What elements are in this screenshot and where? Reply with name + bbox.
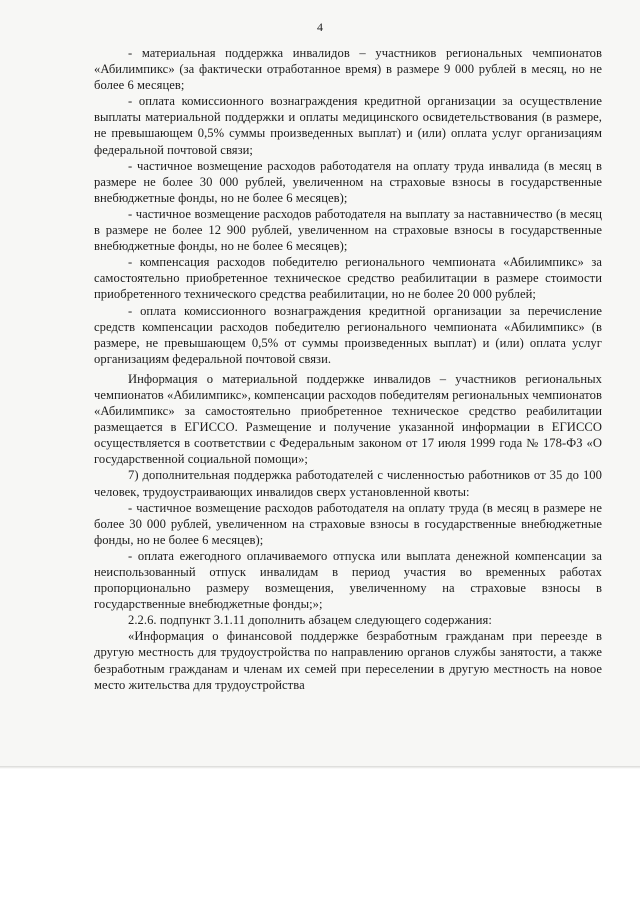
paragraph: - компенсация расходов победителю регионального чемпионата «Абилимпикс» за самостоятельно приобретенное техническое средство реабилитации в размере стоимости приобретенного технического средства реабилитации, но не более 20 000 рублей; — [94, 255, 602, 302]
paragraph: - частичное возмещение расходов работодателя на выплату за наставничество (в месяц в размере не более 12 900 рублей, увеличенном на страховые взносы в государственные внебюджетные фонды, но не более 6 месяцев); — [94, 206, 602, 254]
document-body — [94, 45, 602, 693]
paragraph: «Информация о финансовой поддержке безработным гражданам при переезде в другую местность для трудоустройства по направлению органов службы занятости, а также безработным гражданам и членам их семей при переселении в другую местность на новое место жительства для трудоустройства — [94, 629, 602, 692]
paragraph: - частичное возмещение расходов работодателя на оплату труда (в месяц в размере не более 30 000 рублей, увеличенном на страховые взносы в государственные внебюджетные фонды, но не более 6 месяцев); — [94, 500, 602, 547]
paragraph: 7) дополнительная поддержка работодателей с численностью работников от 35 до 100 человек, трудоустраивающих инвалидов сверх установленной квоты: — [94, 468, 602, 499]
paragraph: - частичное возмещение расходов работодателя на оплату труда инвалида (в месяц в размере не более 30 000 рублей, увеличенном на страховые взносы в государственные внебюджетные фонды, но не более 6 месяцев); — [94, 158, 602, 205]
paragraph: 2.2.6. подпункт 3.1.11 дополнить абзацем следующего содержания: — [128, 613, 492, 628]
paragraph: - материальная поддержка инвалидов – участников региональных чемпионатов «Абилимпикс» (за фактически отработанное время) в размере 9 000 рублей в месяц, но не более 6 месяцев; — [94, 46, 602, 93]
paragraph: - оплата ежегодного оплачиваемого отпуска или выплата денежной компенсации за неиспользованный отпуск инвалидам в период участия во временных работах пропорционально размеру возмещения, увеличенному на страховые взносы в государственные внебюджетные фонды;»; — [94, 548, 602, 612]
paragraph: - оплата комиссионного вознаграждения кредитной организации за перечисление средств компенсации расходов победителю регионального чемпионата «Абилимпикс» (в размере, не превышающем 0,5% от суммы произведенных выплат) и (или) оплата услуг организациям федеральной почтовой связи. — [94, 303, 602, 366]
paragraph: Информация о материальной поддержке инвалидов – участников региональных чемпионатов «Абилимпикс», компенсации расходов победителям региональных чемпионатов «Абилимпикс» за самостоятельно приобретенное техническое средство реабилитации размещается в ЕГИССО. Размещение и получение указанной информации в ЕГИССО осуществляется в соответствии с Федеральным законом от 17 июля 1999 года № 178-ФЗ «О государственной социальной помощи»; — [94, 371, 602, 467]
paragraph: - оплата комиссионного вознаграждения кредитной организации за осуществление выплаты материальной поддержки и оплаты медицинского освидетельствования (в размере, не превышающем 0,5% суммы произведенных выплат) и (или) оплата услуг организациям федеральной почтовой связи; — [94, 94, 602, 157]
page-edge — [0, 766, 640, 769]
page-number: 4 — [317, 20, 323, 34]
